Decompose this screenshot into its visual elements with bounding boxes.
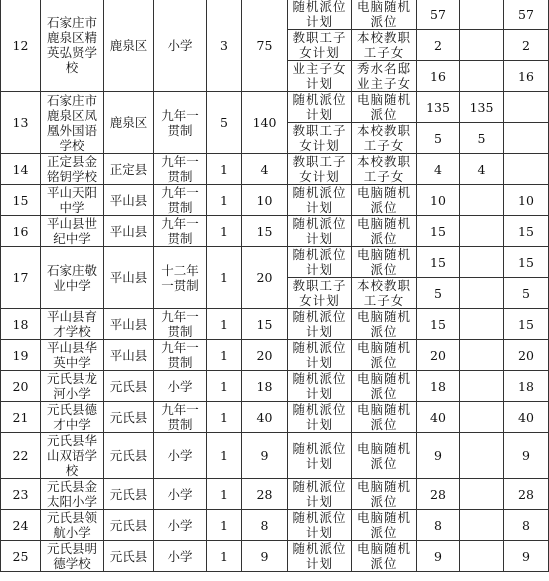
district: 平山县 [104,340,154,371]
table-row [1,92,549,123]
count-column-2 [460,30,504,61]
plan-count: 40 [417,402,460,433]
table-row [1,309,549,340]
plan-count: 15 [417,309,460,340]
district: 元氏县 [104,433,154,479]
count-column-2 [460,216,504,247]
row-number: 18 [1,309,41,340]
plan-type: 随机派位计划 [288,247,352,278]
row-number: 19 [1,340,41,371]
count-column-2 [460,510,504,541]
table-row [1,216,549,247]
admission-method: 本校教职工子女 [352,30,417,61]
count-column-2 [460,309,504,340]
school-name: 元氏县领航小学 [41,510,104,541]
count-column-3: 20 [504,340,549,371]
count-column-3: 10 [504,185,549,216]
enrollment-plan: 15 [242,309,288,340]
plan-count: 57 [417,0,460,30]
count-column-3: 40 [504,402,549,433]
plan-count: 2 [417,30,460,61]
enrollment-plan: 10 [242,185,288,216]
count-column-3 [504,154,549,185]
district: 平山县 [104,309,154,340]
district: 元氏县 [104,371,154,402]
admission-method: 电脑随机派位 [352,340,417,371]
count-column-3 [504,92,549,123]
admission-method: 电脑随机派位 [352,92,417,123]
count-column-2 [460,340,504,371]
school-stage: 小学 [154,0,207,92]
school-stage: 小学 [154,433,207,479]
plan-count: 5 [417,123,460,154]
admission-method: 电脑随机派位 [352,402,417,433]
school-stage: 九年一贯制 [154,185,207,216]
enrollment-plan: 140 [242,92,288,154]
district: 鹿泉区 [104,92,154,154]
admission-method: 电脑随机派位 [352,510,417,541]
plan-count: 20 [417,340,460,371]
admission-method: 电脑随机派位 [352,247,417,278]
class-count: 1 [207,402,242,433]
school-stage: 九年一贯制 [154,154,207,185]
plan-count: 4 [417,154,460,185]
count-column-3: 2 [504,30,549,61]
school-name: 元氏县华山双语学校 [41,433,104,479]
count-column-3: 15 [504,247,549,278]
plan-count: 10 [417,185,460,216]
district: 平山县 [104,185,154,216]
school-name: 元氏县金太阳小学 [41,479,104,510]
school-name: 元氏县德才中学 [41,402,104,433]
row-number: 14 [1,154,41,185]
plan-count: 28 [417,479,460,510]
plan-type: 随机派位计划 [288,433,352,479]
count-column-3: 16 [504,61,549,92]
plan-count: 8 [417,510,460,541]
enrollment-plan: 9 [242,541,288,572]
row-number: 17 [1,247,41,309]
school-stage: 小学 [154,371,207,402]
plan-type: 随机派位计划 [288,309,352,340]
school-name: 平山天阳中学 [41,185,104,216]
count-column-2: 135 [460,92,504,123]
count-column-3: 15 [504,216,549,247]
count-column-2 [460,185,504,216]
table-row [1,479,549,510]
count-column-2 [460,278,504,309]
class-count: 1 [207,185,242,216]
plan-count: 15 [417,216,460,247]
district: 平山县 [104,247,154,309]
class-count: 1 [207,433,242,479]
count-column-3: 9 [504,433,549,479]
plan-count: 15 [417,247,460,278]
count-column-2: 4 [460,154,504,185]
class-count: 3 [207,0,242,92]
class-count: 1 [207,371,242,402]
class-count: 1 [207,340,242,371]
count-column-3 [504,123,549,154]
school-name: 平山县世纪中学 [41,216,104,247]
district: 元氏县 [104,402,154,433]
admission-method: 电脑随机派位 [352,0,417,30]
district: 正定县 [104,154,154,185]
count-column-3: 18 [504,371,549,402]
enrollment-plan: 75 [242,0,288,92]
enrollment-plan: 28 [242,479,288,510]
district: 元氏县 [104,541,154,572]
table-row [1,402,549,433]
class-count: 1 [207,510,242,541]
plan-type: 教职工子女计划 [288,123,352,154]
class-count: 1 [207,247,242,309]
district: 元氏县 [104,479,154,510]
class-count: 1 [207,154,242,185]
row-number: 24 [1,510,41,541]
school-stage: 小学 [154,510,207,541]
school-stage: 九年一贯制 [154,402,207,433]
admission-method: 本校教职工子女 [352,278,417,309]
enrollment-plan: 18 [242,371,288,402]
plan-count: 135 [417,92,460,123]
count-column-3: 57 [504,0,549,30]
school-name: 平山县华英中学 [41,340,104,371]
row-number: 12 [1,0,41,92]
district: 元氏县 [104,510,154,541]
row-number: 16 [1,216,41,247]
plan-type: 随机派位计划 [288,92,352,123]
school-stage: 九年一贯制 [154,309,207,340]
plan-type: 业主子女计划 [288,61,352,92]
table-row [1,340,549,371]
plan-type: 随机派位计划 [288,0,352,30]
plan-type: 随机派位计划 [288,371,352,402]
plan-count: 5 [417,278,460,309]
table-row [1,154,549,185]
count-column-2 [460,402,504,433]
admission-method: 电脑随机派位 [352,309,417,340]
admission-method: 电脑随机派位 [352,541,417,572]
school-stage: 九年一贯制 [154,216,207,247]
count-column-2 [460,541,504,572]
admission-method: 电脑随机派位 [352,185,417,216]
table-row [1,541,549,572]
plan-count: 16 [417,61,460,92]
count-column-2 [460,247,504,278]
table-row [1,185,549,216]
row-number: 25 [1,541,41,572]
count-column-2: 5 [460,123,504,154]
class-count: 1 [207,216,242,247]
row-number: 21 [1,402,41,433]
count-column-3: 5 [504,278,549,309]
table-row [1,247,549,278]
plan-count: 18 [417,371,460,402]
plan-type: 随机派位计划 [288,216,352,247]
class-count: 5 [207,92,242,154]
school-name: 平山县育才学校 [41,309,104,340]
count-column-3: 8 [504,510,549,541]
plan-count: 9 [417,541,460,572]
admission-method: 电脑随机派位 [352,433,417,479]
admission-method: 秀水名邸业主子女 [352,61,417,92]
school-name: 石家庄敬业中学 [41,247,104,309]
plan-count: 9 [417,433,460,479]
count-column-2 [460,371,504,402]
district: 鹿泉区 [104,0,154,92]
plan-type: 教职工子女计划 [288,154,352,185]
row-number: 20 [1,371,41,402]
enrollment-plan: 40 [242,402,288,433]
plan-type: 随机派位计划 [288,340,352,371]
plan-type: 随机派位计划 [288,402,352,433]
school-name: 元氏县龙河小学 [41,371,104,402]
plan-type: 随机派位计划 [288,479,352,510]
admission-method: 电脑随机派位 [352,371,417,402]
plan-type: 随机派位计划 [288,541,352,572]
row-number: 22 [1,433,41,479]
school-name: 石家庄市鹿泉区凤凰外国语学校 [41,92,104,154]
row-number: 23 [1,479,41,510]
count-column-2 [460,61,504,92]
count-column-3: 9 [504,541,549,572]
enrollment-plan: 15 [242,216,288,247]
count-column-2 [460,433,504,479]
count-column-3: 15 [504,309,549,340]
admission-method: 本校教职工子女 [352,154,417,185]
enrollment-plan: 4 [242,154,288,185]
plan-type: 随机派位计划 [288,185,352,216]
school-stage: 小学 [154,479,207,510]
row-number: 15 [1,185,41,216]
admission-method: 本校教职工子女 [352,123,417,154]
school-name: 正定县金铭钥学校 [41,154,104,185]
plan-type: 教职工子女计划 [288,278,352,309]
plan-type: 随机派位计划 [288,510,352,541]
enrollment-plan: 20 [242,340,288,371]
class-count: 1 [207,309,242,340]
school-name: 石家庄市鹿泉区精英弘贤学校 [41,0,104,92]
school-stage: 小学 [154,541,207,572]
count-column-2 [460,0,504,30]
count-column-3: 28 [504,479,549,510]
class-count: 1 [207,541,242,572]
school-stage: 九年一贯制 [154,92,207,154]
table-row [1,510,549,541]
class-count: 1 [207,479,242,510]
table-row [1,0,549,30]
school-stage: 九年一贯制 [154,340,207,371]
enrollment-plan: 8 [242,510,288,541]
admission-method: 电脑随机派位 [352,216,417,247]
count-column-2 [460,479,504,510]
district: 平山县 [104,216,154,247]
table-body [1,0,549,572]
enrollment-plan: 20 [242,247,288,309]
school-name: 元氏县明德学校 [41,541,104,572]
table-row [1,433,549,479]
row-number: 13 [1,92,41,154]
school-stage: 十二年一贯制 [154,247,207,309]
table-row [1,371,549,402]
plan-type: 教职工子女计划 [288,30,352,61]
enrollment-plan: 9 [242,433,288,479]
admission-method: 电脑随机派位 [352,479,417,510]
